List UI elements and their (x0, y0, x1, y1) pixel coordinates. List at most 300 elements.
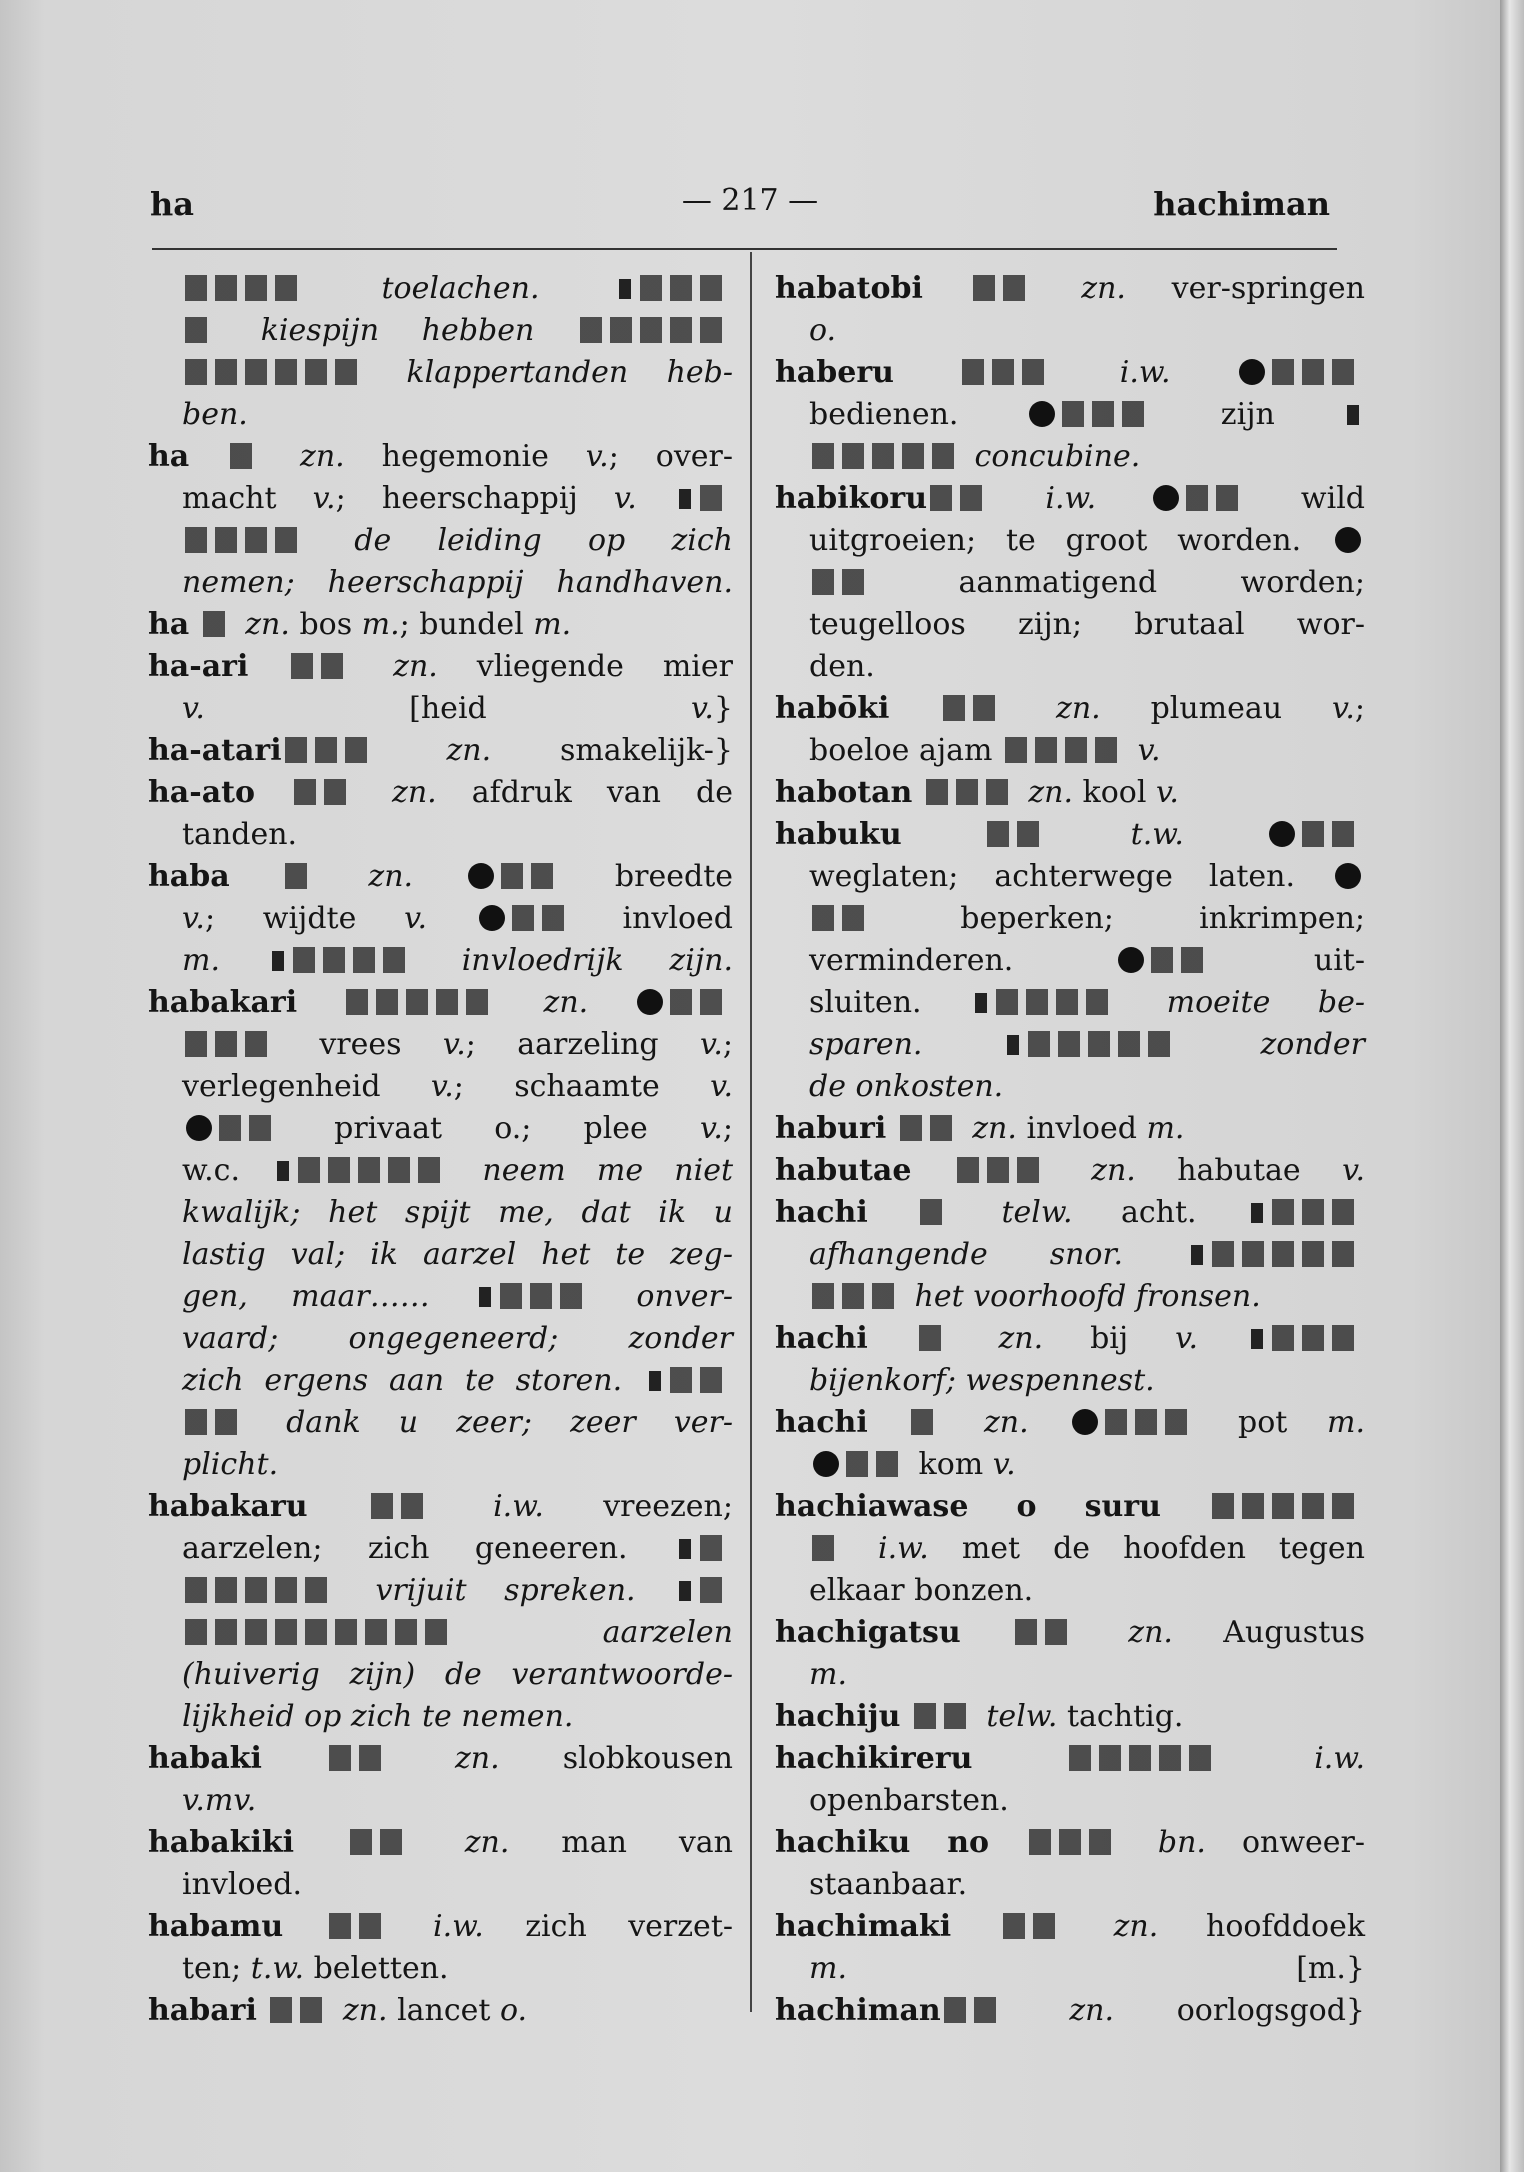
entry-text: hoofddoek (1206, 1909, 1365, 1944)
entry-text: aarzelen (458, 1615, 733, 1650)
entry-text: vrijuit spreken. (338, 1573, 673, 1608)
entry-text: bedienen. (809, 397, 1025, 432)
entry-text: m. (1327, 1405, 1365, 1440)
headword: ha (148, 607, 200, 642)
entry-text: uitgroeien; te groot worden. (809, 523, 1331, 558)
dictionary-line (148, 1234, 733, 1276)
dictionary-line (148, 982, 733, 1024)
entry-text: ; (722, 1111, 733, 1146)
dictionary-line (775, 1738, 1365, 1780)
dictionary-line (775, 1276, 1365, 1318)
entry-text: privaat o.; plee (282, 1111, 700, 1146)
dictionary-line (775, 1612, 1365, 1654)
headword: hachigatsu (775, 1615, 1012, 1650)
entry-text: v. (1175, 1321, 1199, 1356)
dictionary-line (775, 520, 1365, 562)
dictionary-line (148, 898, 733, 940)
entry-text: i.w. (845, 1531, 962, 1566)
entry-text: gen, maar…… (182, 1279, 430, 1314)
entry-text: teugelloos zijn; brutaal wor- (809, 607, 1365, 642)
entry-text: kom (909, 1447, 993, 1482)
japanese-text (185, 317, 215, 343)
japanese-text (700, 1535, 730, 1561)
japanese-text (1212, 1241, 1362, 1267)
entry-text: vrees (278, 1027, 443, 1062)
entry-text (427, 901, 475, 936)
running-head-left: ha (150, 185, 194, 223)
dictionary-line (775, 856, 1365, 898)
headword: hachi (775, 1195, 918, 1230)
entry-text: macht (182, 481, 313, 516)
entry-text: bijenkorf; wespennest. (809, 1363, 1155, 1398)
entry-text: zn. (1049, 1153, 1178, 1188)
japanese-text (285, 737, 375, 763)
entry-text: nemen; heerschappij handhaven. (182, 565, 733, 600)
dictionary-line (148, 1864, 733, 1906)
left-column (148, 268, 733, 2032)
entry-text: zich ergens aan te storen. (182, 1363, 643, 1398)
dictionary-line (775, 1528, 1365, 1570)
entry-text: v.mv. (182, 1783, 257, 1818)
dictionary-line (148, 520, 733, 562)
japanese-text (185, 1031, 275, 1057)
japanese-text (1069, 1745, 1219, 1771)
entry-text: zn. (1077, 1615, 1224, 1650)
headword: hachi (775, 1321, 916, 1356)
entry-text: m. (533, 607, 572, 642)
japanese-text (294, 779, 354, 805)
headword: hachikireru (775, 1741, 1066, 1776)
dictionary-line (775, 1570, 1365, 1612)
entry-text: boeloe ajam (809, 733, 1003, 768)
dictionary-line (775, 1654, 1365, 1696)
entry-text: v. (585, 439, 609, 474)
japanese-text (812, 1535, 842, 1561)
japanese-text (1003, 1913, 1063, 1939)
dictionary-line (775, 268, 1365, 310)
dictionary-line (775, 478, 1365, 520)
column-divider (750, 252, 752, 2012)
entry-text: verminderen. (809, 943, 1114, 978)
entry-text (1198, 1321, 1245, 1356)
dictionary-line (148, 1360, 733, 1402)
entry-text: v. (1155, 775, 1179, 810)
dictionary-line (775, 394, 1365, 436)
headword: haburi (775, 1111, 897, 1146)
entry-text: v. (182, 691, 205, 726)
dictionary-line (148, 1486, 733, 1528)
dictionary-line (148, 646, 733, 688)
headword: habakiki (148, 1825, 347, 1860)
entry-text: m. (809, 1951, 847, 1986)
japanese-text (812, 905, 872, 931)
page-number: — 217 — (681, 183, 819, 218)
dictionary-line (775, 1150, 1365, 1192)
headword: ha-ari (148, 649, 289, 684)
headword: ha-atari (148, 733, 282, 768)
pilcrow-icon (479, 1287, 491, 1307)
japanese-text (298, 1157, 448, 1183)
pilcrow-icon (619, 279, 631, 299)
entry-text: telw. (953, 1195, 1121, 1230)
entry-text: invloed. (182, 1867, 303, 1902)
entry-text: lastig val; ik aarzel het te zeg- (182, 1237, 733, 1272)
entry-text: invloed (1026, 1111, 1147, 1146)
japanese-text (640, 275, 730, 301)
headword: hachiman (775, 1993, 941, 2028)
headword: hachi (775, 1405, 909, 1440)
entry-text: v. (699, 1111, 723, 1146)
entry-text: elkaar bonzen. (809, 1573, 1034, 1608)
entry-text: zn. (1006, 1993, 1177, 2028)
entry-text: ; (1354, 691, 1365, 726)
dictionary-line (775, 1108, 1365, 1150)
entry-text: aanmatigend worden; (875, 565, 1365, 600)
entry-text: v. (699, 1027, 723, 1062)
entry-text: m. (182, 943, 220, 978)
headword: habakaru (148, 1489, 368, 1524)
japanese-text (329, 1913, 389, 1939)
pilcrow-icon (1191, 1245, 1203, 1265)
sense-number-icon (813, 1451, 839, 1477)
entry-text: i.w. (993, 481, 1149, 516)
japanese-text (1272, 1199, 1362, 1225)
entry-text: plicht. (182, 1447, 279, 1482)
entry-text: v. (1128, 733, 1161, 768)
japanese-text (926, 779, 1016, 805)
japanese-text (1028, 1031, 1178, 1057)
entry-text: beperken; inkrimpen; (875, 901, 1365, 936)
dictionary-line (775, 730, 1365, 772)
dictionary-line (775, 982, 1365, 1024)
entry-text: m. (809, 1657, 847, 1692)
entry-text: wild (1248, 481, 1365, 516)
japanese-text (944, 1997, 1004, 2023)
headword: hachimaki (775, 1909, 1000, 1944)
japanese-text (371, 1493, 431, 1519)
japanese-text (500, 1283, 590, 1309)
dictionary-line (775, 352, 1365, 394)
entry-text: v. (430, 1069, 454, 1104)
dictionary-line (775, 1990, 1365, 2032)
pilcrow-icon (679, 1539, 691, 1559)
japanese-text (670, 1367, 730, 1393)
pilcrow-icon (1347, 405, 1359, 425)
entry-text: bn. (1121, 1825, 1242, 1860)
japanese-text (1272, 359, 1362, 385)
entry-text: onweer- (1241, 1825, 1365, 1860)
sense-number-icon (1335, 863, 1361, 889)
sense-number-icon (637, 989, 663, 1015)
dictionary-line (775, 688, 1365, 730)
dictionary-line (148, 1192, 733, 1234)
entry-text: ver-springen (1171, 271, 1365, 306)
japanese-text (1062, 401, 1152, 427)
entry-text: vliegende mier (476, 649, 733, 684)
dictionary-line (148, 940, 733, 982)
japanese-text (285, 863, 315, 889)
japanese-text (996, 989, 1116, 1015)
entry-text: o. (500, 1993, 528, 2028)
entry-text: m. (361, 607, 400, 642)
dictionary-line (148, 1612, 733, 1654)
entry-text: ten; (182, 1951, 251, 1986)
dictionary-line (775, 1696, 1365, 1738)
sense-number-icon (1239, 359, 1265, 385)
entry-text: v. (710, 1069, 733, 1104)
entry-text: zonder (1181, 1027, 1365, 1062)
dictionary-line (775, 898, 1365, 940)
japanese-text (230, 443, 260, 469)
dictionary-line (148, 436, 733, 478)
entry-text: oorlogsgod} (1176, 1993, 1365, 2028)
headword: haberu (775, 355, 960, 390)
dictionary-line (148, 1318, 733, 1360)
entry-text: neem me niet (451, 1153, 734, 1188)
entry-text: zn. (263, 439, 382, 474)
japanese-text (900, 1115, 960, 1141)
dictionary-line (775, 1024, 1365, 1066)
entry-text: habutae (1177, 1153, 1343, 1188)
entry-text: [heid (204, 691, 691, 726)
japanese-text (219, 1115, 279, 1141)
entry-text: zn. (962, 1111, 1027, 1146)
japanese-text (346, 989, 496, 1015)
headword: habamu (148, 1909, 326, 1944)
entry-text: afdruk van de (471, 775, 733, 810)
headword: haba (148, 859, 282, 894)
dictionary-line (148, 772, 733, 814)
entry-text: smakelijk-} (559, 733, 733, 768)
entry-text: o. (809, 313, 837, 348)
japanese-text (185, 359, 365, 385)
entry-text: i.w. (433, 1489, 604, 1524)
japanese-text (911, 1409, 941, 1435)
japanese-text (812, 443, 962, 469)
headword: habikoru (775, 481, 928, 516)
japanese-text (700, 1577, 730, 1603)
dictionary-line (148, 1150, 733, 1192)
entry-text: met de hoofden tegen (961, 1531, 1366, 1566)
japanese-text (987, 821, 1047, 847)
entry-text: den. (809, 649, 875, 684)
entry-text: zn. (1006, 691, 1151, 726)
japanese-text (962, 359, 1052, 385)
entry-text: v. (312, 481, 336, 516)
entry-text: openbarsten. (809, 1783, 1009, 1818)
dictionary-line (148, 394, 733, 436)
pilcrow-icon (1251, 1329, 1263, 1349)
dictionary-line (148, 310, 733, 352)
entry-text: w.c. (182, 1153, 272, 1188)
entry-text: staanbaar. (809, 1867, 968, 1902)
entry-text: zn. (391, 1741, 563, 1776)
dictionary-line (148, 730, 733, 772)
japanese-text (1186, 485, 1246, 511)
japanese-text (1015, 1619, 1075, 1645)
dictionary-line (148, 1444, 733, 1486)
dictionary-line (148, 1276, 733, 1318)
headword: habaki (148, 1741, 326, 1776)
pilcrow-icon (649, 1371, 661, 1391)
japanese-text (957, 1157, 1047, 1183)
japanese-text (930, 485, 990, 511)
entry-text: lancet (397, 1993, 501, 2028)
dictionary-line (148, 1948, 733, 1990)
sense-number-icon (1335, 527, 1361, 553)
entry-text: Augustus (1223, 1615, 1365, 1650)
entry-text: bij (1090, 1321, 1176, 1356)
sense-number-icon (1072, 1409, 1098, 1435)
entry-text: zn. (317, 859, 465, 894)
japanese-text (501, 863, 561, 889)
dictionary-line (148, 1780, 733, 1822)
japanese-text (700, 485, 730, 511)
japanese-text (1029, 1829, 1119, 1855)
page-edge (1500, 0, 1524, 2172)
entry-text: verlegenheid (182, 1069, 431, 1104)
headword: habari (148, 1993, 268, 2028)
headword: habutae (775, 1153, 954, 1188)
entry-text: beletten. (304, 1951, 449, 1986)
japanese-text (919, 1325, 949, 1351)
dictionary-line (775, 646, 1365, 688)
entry-text: plumeau (1150, 691, 1332, 726)
entry-text: zn. (1035, 271, 1172, 306)
japanese-text (920, 1199, 950, 1225)
pilcrow-icon (975, 993, 987, 1013)
entry-text: kiespijn hebben (218, 313, 577, 348)
japanese-text (1105, 1409, 1195, 1435)
entry-text: man van (561, 1825, 733, 1860)
dictionary-line (148, 478, 733, 520)
entry-text: de onkosten. (809, 1069, 1004, 1104)
entry-text: concubine. (965, 439, 1141, 474)
dictionary-line (775, 1864, 1365, 1906)
entry-text: zijn (1154, 397, 1341, 432)
japanese-text (185, 1409, 245, 1435)
dictionary-line (148, 1528, 733, 1570)
japanese-text (1212, 1493, 1362, 1519)
entry-text: v. (182, 901, 205, 936)
headword: habotan (775, 775, 923, 810)
headword: hachiku no (775, 1825, 1026, 1860)
headword: habōki (775, 691, 941, 726)
entry-text: invloedrijk zijn. (415, 943, 733, 978)
entry-text: telw. (976, 1699, 1067, 1734)
japanese-text (270, 1997, 330, 2023)
entry-text: t.w. (250, 1951, 305, 1986)
japanese-text (1005, 737, 1125, 763)
headword: ha (148, 439, 228, 474)
dictionary-line (775, 1948, 1365, 1990)
pilcrow-icon (1251, 1203, 1263, 1223)
entry-text: zn. (951, 1321, 1091, 1356)
entry-text: zn. (377, 733, 560, 768)
entry-text: kool (1082, 775, 1156, 810)
japanese-text (812, 569, 872, 595)
entry-text: v. (992, 1447, 1016, 1482)
dictionary-line (148, 1402, 733, 1444)
japanese-text (291, 653, 351, 679)
dictionary-line (148, 1738, 733, 1780)
running-head-right: hachiman (1153, 185, 1330, 223)
sense-number-icon (186, 1115, 212, 1141)
headword: habatobi (775, 271, 970, 306)
dictionary-line (775, 562, 1365, 604)
entry-text: het voorhoofd fronsen. (905, 1279, 1261, 1314)
entry-text: aarzelen; zich geneeren. (182, 1531, 673, 1566)
dictionary-line (148, 352, 733, 394)
dictionary-line (148, 1696, 733, 1738)
entry-text: zich verzet- (525, 1909, 734, 1944)
entry-text: sparen. (809, 1027, 1002, 1062)
entry-text: zn. (412, 1825, 562, 1860)
entry-text: zn. (1018, 775, 1083, 810)
japanese-text (512, 905, 572, 931)
headword: habakari (148, 985, 343, 1020)
entry-text: klappertanden heb- (368, 355, 733, 390)
dictionary-line (148, 562, 733, 604)
japanese-text (580, 317, 730, 343)
japanese-text (846, 1451, 906, 1477)
entry-text: uit- (1213, 943, 1365, 978)
entry-text: moeite be- (1119, 985, 1365, 1020)
entry-text: toelachen. (308, 271, 613, 306)
japanese-text (203, 611, 233, 637)
entry-text: ; schaamte (453, 1069, 711, 1104)
dictionary-line (148, 814, 733, 856)
entry-text: afhangende snor. (809, 1237, 1185, 1272)
entry-text: i.w. (1055, 355, 1235, 390)
dictionary-line (148, 1108, 733, 1150)
entry-text: acht. (1120, 1195, 1245, 1230)
japanese-text (1151, 947, 1211, 973)
dictionary-line (775, 1906, 1365, 1948)
dictionary-line (148, 268, 733, 310)
dictionary-line (775, 772, 1365, 814)
pilcrow-icon (679, 489, 691, 509)
pilcrow-icon (272, 951, 284, 971)
japanese-text (1272, 1325, 1362, 1351)
pilcrow-icon (679, 1581, 691, 1601)
japanese-text (185, 275, 305, 301)
entry-text: bos (299, 607, 362, 642)
entry-text: i.w. (391, 1909, 526, 1944)
entry-text: tanden. (182, 817, 298, 852)
header-rule (152, 248, 1337, 250)
dictionary-line (775, 310, 1365, 352)
entry-text: v. (442, 1027, 466, 1062)
entry-text: (huiverig zijn) de verantwoorde- (182, 1657, 733, 1692)
entry-text: t.w. (1049, 817, 1265, 852)
headword: hachiju (775, 1699, 911, 1734)
entry-text: ; (722, 1027, 733, 1062)
dictionary-line (148, 1570, 733, 1612)
japanese-text (329, 1745, 389, 1771)
entry-text: v. (1342, 1153, 1365, 1188)
japanese-text (670, 989, 730, 1015)
japanese-text (943, 695, 1003, 721)
entry-text: zn. (1065, 1909, 1207, 1944)
entry-text: invloed (574, 901, 733, 936)
entry-text: lijkheid op zich te nemen. (182, 1699, 574, 1734)
entry-text: ; aarzeling (465, 1027, 700, 1062)
dictionary-line (148, 856, 733, 898)
entry-text (220, 943, 266, 978)
pilcrow-icon (277, 1161, 289, 1181)
dictionary-line (148, 1822, 733, 1864)
